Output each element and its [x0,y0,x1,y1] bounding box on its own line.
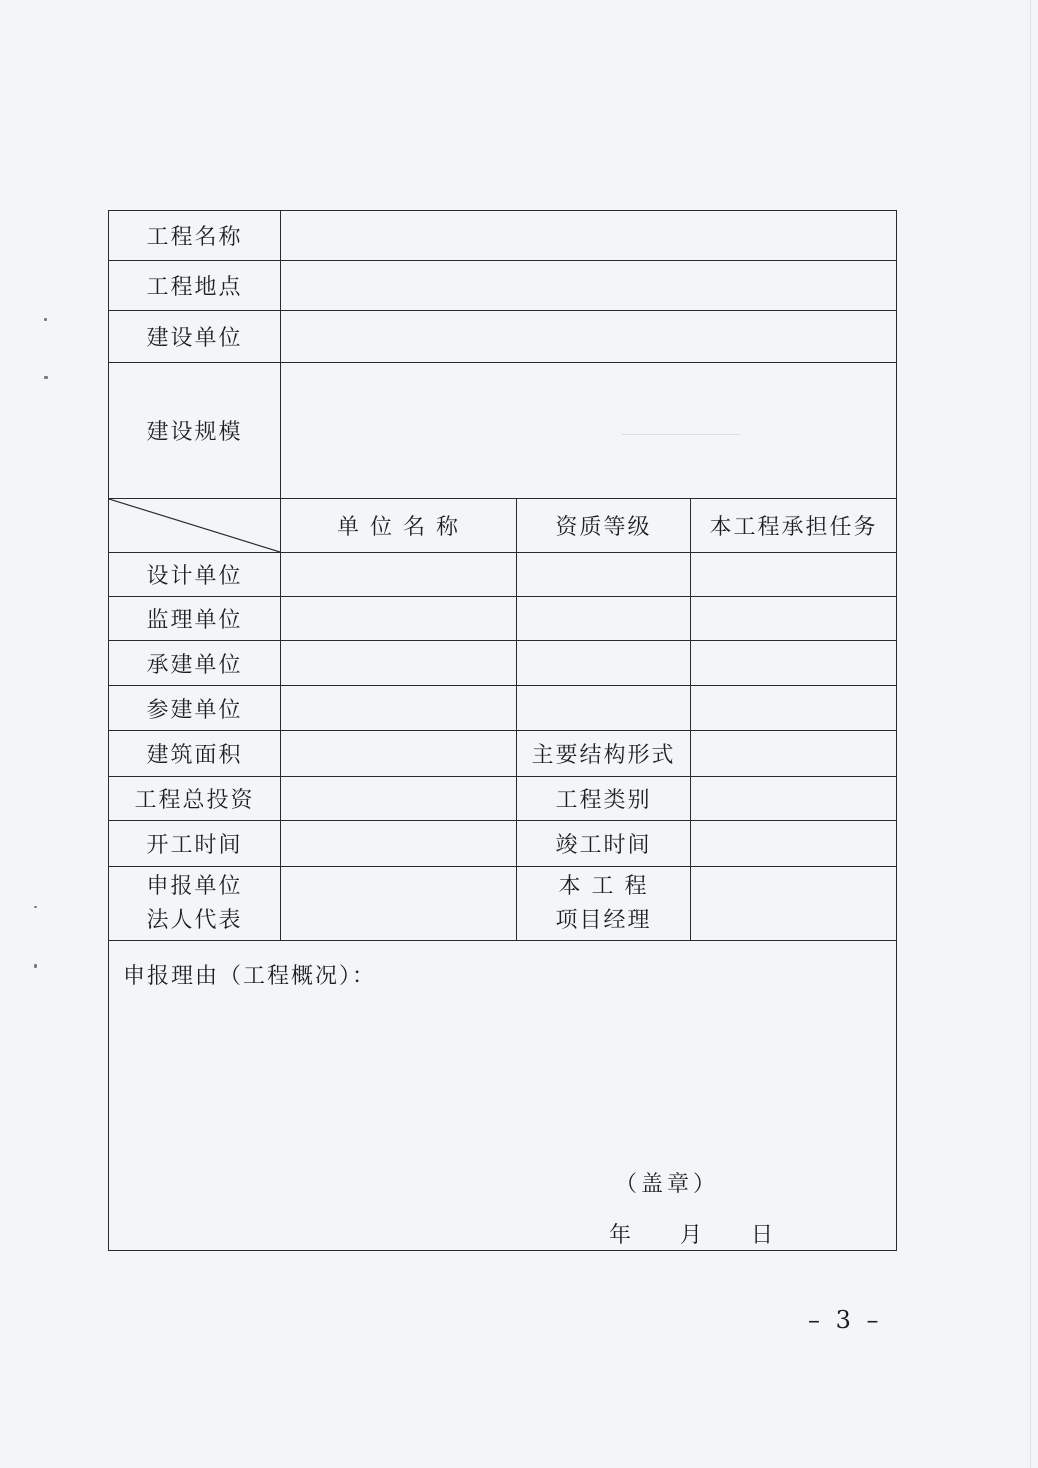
main-structure-label: 主要结构形式 [517,731,691,777]
construction-unit-value[interactable] [281,311,897,363]
design-unit-qualification[interactable] [517,553,691,597]
qualification-header: 资质等级 [517,499,691,553]
design-unit-name[interactable] [281,553,517,597]
building-area-label: 建筑面积 [109,731,281,777]
diagonal-header-cell [109,499,281,553]
project-location-value[interactable] [281,261,897,311]
total-investment-value[interactable] [281,777,517,821]
scan-speck [44,318,47,321]
application-form-table [108,210,897,1251]
completion-time-label: 竣工时间 [517,821,691,867]
project-location-label: 工程地点 [109,261,281,311]
participant-unit-qualification[interactable] [517,686,691,731]
contractor-unit-task[interactable] [691,641,897,686]
main-structure-value[interactable] [691,731,897,777]
date-year: 年 [609,1223,634,1248]
participant-unit-task[interactable] [691,686,897,731]
unit-name-header: 单 位 名 称 [281,499,517,553]
participant-unit-label: 参建单位 [109,686,281,731]
supervision-unit-task[interactable] [691,597,897,641]
scan-speck [44,376,48,379]
total-investment-label: 工程总投资 [109,777,281,821]
project-category-label: 工程类别 [517,777,691,821]
building-area-value[interactable] [281,731,517,777]
application-reason-cell[interactable] [109,941,897,1251]
project-category-value[interactable] [691,777,897,821]
project-manager-label [517,867,691,941]
legal-representative-value[interactable] [281,867,517,941]
legal-representative-line2: 法人代表 [146,907,243,933]
completion-time-value[interactable] [691,821,897,867]
project-manager-line2: 项目经理 [555,907,652,933]
contractor-unit-qualification[interactable] [517,641,691,686]
construction-scale-value[interactable] [281,363,897,499]
design-unit-label: 设计单位 [109,553,281,597]
scan-speck [34,964,37,968]
construction-unit-label: 建设单位 [109,311,281,363]
supervision-unit-qualification[interactable] [517,597,691,641]
seal-label: （盖章） [615,1172,720,1197]
supervision-unit-name[interactable] [281,597,517,641]
task-header: 本工程承担任务 [691,499,897,553]
construction-scale-label: 建设规模 [109,363,281,499]
page-number: – 3 – [808,1306,883,1334]
design-unit-task[interactable] [691,553,897,597]
project-manager-line1: 本 工 程 [558,873,649,899]
project-manager-value[interactable] [691,867,897,941]
contractor-unit-name[interactable] [281,641,517,686]
scan-speck [34,906,37,908]
diagonal-line [109,499,280,552]
supervision-unit-label: 监理单位 [109,597,281,641]
legal-representative-label [109,867,281,941]
start-time-label: 开工时间 [109,821,281,867]
signature-date [609,1218,813,1249]
application-reason-title: 申报理由（工程概况）： [123,964,377,989]
scan-edge-line [1030,0,1031,1468]
project-name-value[interactable] [281,211,897,261]
participant-unit-name[interactable] [281,686,517,731]
contractor-unit-label: 承建单位 [109,641,281,686]
project-name-label: 工程名称 [109,211,281,261]
date-day: 日 [751,1223,776,1248]
start-time-value[interactable] [281,821,517,867]
legal-representative-line1: 申报单位 [146,873,243,899]
date-month: 月 [680,1223,705,1248]
